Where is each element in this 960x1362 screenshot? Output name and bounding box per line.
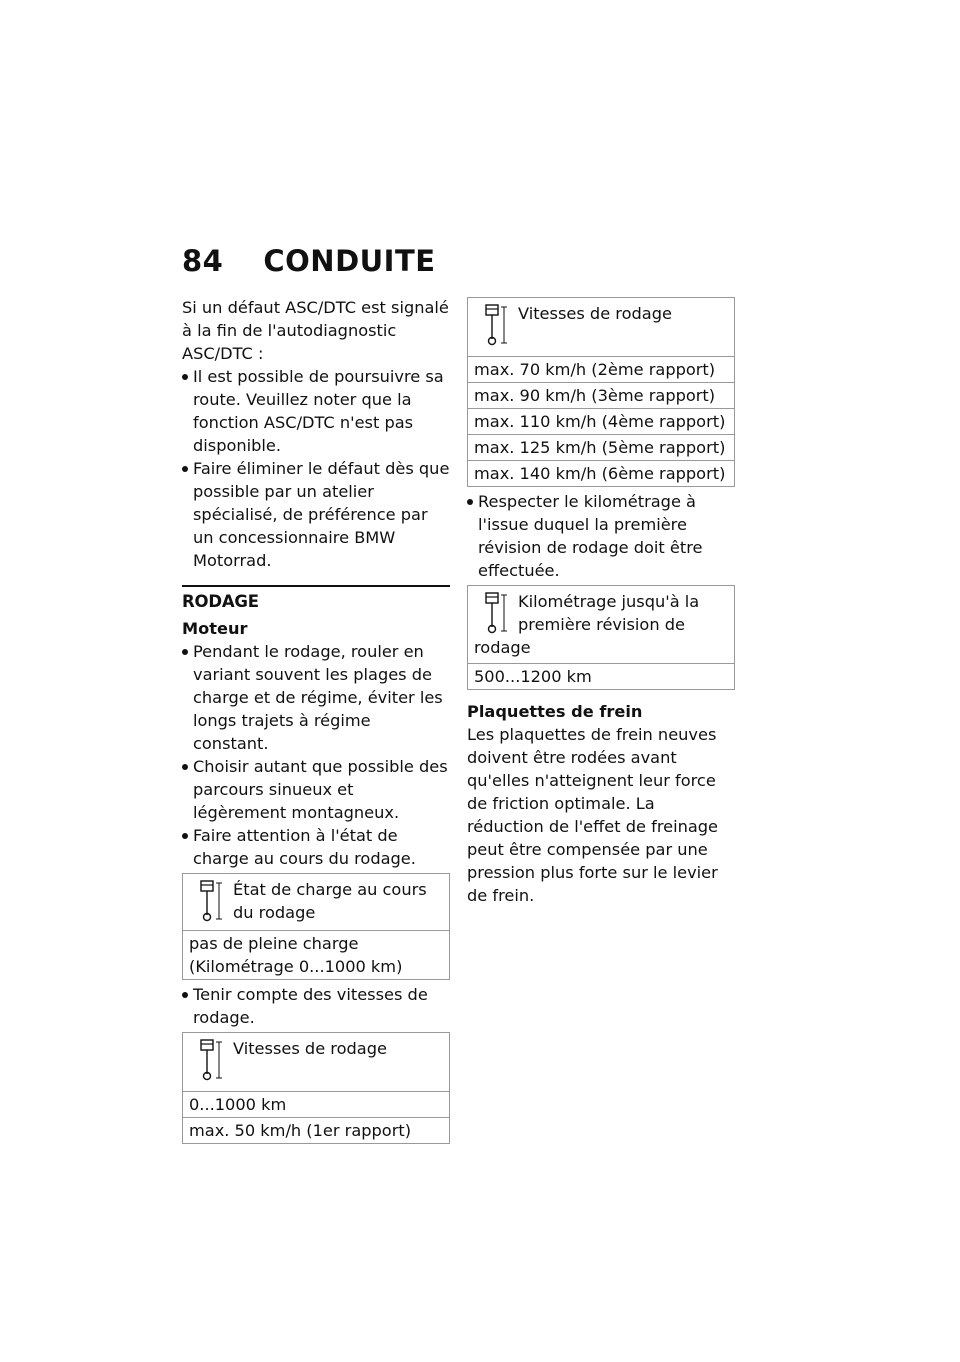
page-number: 84 bbox=[182, 244, 224, 278]
section-title: RODAGE bbox=[182, 592, 259, 611]
chapter-title: CONDUITE bbox=[263, 244, 436, 278]
list-item: Respecter le kilométrage à l'issue duquel la première révision de rodage doit être effectuée. bbox=[467, 490, 735, 582]
spec-row: 500...1200 km bbox=[468, 663, 734, 689]
spec-title: Vitesses de rodage bbox=[518, 304, 672, 323]
brakes-paragraph: Les plaquettes de frein neuves doivent être rodées avant qu'elles n'atteignent leur force de friction optimale. La réduction de l'effet de freinage peut être compensée par une pression plus forte sur le levier de frein. bbox=[467, 725, 718, 905]
list-item: Faire éliminer le défaut dès que possible par un atelier spécialisé, de préférence par un concessionnaire BMW Motorrad. bbox=[182, 457, 450, 572]
spec-head bbox=[183, 874, 449, 930]
spec-row: pas de pleine charge (Kilométrage 0...1000 km) bbox=[183, 930, 449, 979]
spec-row: max. 90 km/h (3ème rapport) bbox=[468, 382, 734, 408]
spec-head bbox=[183, 1033, 449, 1091]
engine-spec-icon bbox=[199, 1038, 223, 1082]
spec-row: max. 70 km/h (2ème rapport) bbox=[468, 356, 734, 382]
right-column bbox=[467, 294, 735, 907]
spec-row: 0...1000 km bbox=[183, 1091, 449, 1117]
spec-box-vitesses-1 bbox=[182, 1032, 450, 1144]
spec-row: max. 50 km/h (1er rapport) bbox=[183, 1117, 449, 1143]
list-item: Tenir compte des vitesses de rodage. bbox=[182, 983, 450, 1029]
section-rodage bbox=[182, 585, 450, 640]
spec-box-vitesses-2 bbox=[467, 297, 735, 487]
left-column bbox=[182, 296, 450, 1147]
engine-spec-icon bbox=[199, 879, 223, 923]
spec-title: Kilométrage jusqu'à la première révision de bbox=[518, 592, 700, 634]
spec-title: État de charge au cours du rodage bbox=[233, 880, 427, 922]
spec-title: Vitesses de rodage bbox=[233, 1039, 387, 1058]
spec-head bbox=[468, 586, 734, 663]
subsection-title-brakes: Plaquettes de frein bbox=[467, 702, 643, 721]
list-item: Faire attention à l'état de charge au cours du rodage. bbox=[182, 824, 450, 870]
spec-box-kilometrage bbox=[467, 585, 735, 690]
spec-row: max. 110 km/h (4ème rapport) bbox=[468, 408, 734, 434]
spec-row: max. 125 km/h (5ème rapport) bbox=[468, 434, 734, 460]
spec-head bbox=[468, 298, 734, 356]
engine-spec-icon bbox=[484, 591, 508, 635]
vitesses-bullet-list bbox=[182, 983, 450, 1029]
moteur-bullet-list bbox=[182, 640, 450, 870]
list-item: Il est possible de poursuivre sa route. Veuillez noter que la fonction ASC/DTC n'est pas disponible. bbox=[182, 365, 450, 457]
spec-title-continued: rodage bbox=[474, 638, 531, 657]
asc-bullet-list bbox=[182, 365, 450, 572]
spec-row: max. 140 km/h (6ème rapport) bbox=[468, 460, 734, 486]
subsection-title: Moteur bbox=[182, 619, 248, 638]
kilometrage-bullet-list bbox=[467, 490, 735, 582]
engine-spec-icon bbox=[484, 303, 508, 347]
page-header bbox=[182, 244, 436, 278]
asc-intro: Si un défaut ASC/DTC est signalé à la fin de l'autodiagnostic ASC/DTC : bbox=[182, 298, 449, 363]
list-item: Pendant le rodage, rouler en variant souvent les plages de charge et de régime, éviter les longs trajets à régime constant. bbox=[182, 640, 450, 755]
spec-box-charge bbox=[182, 873, 450, 980]
list-item: Choisir autant que possible des parcours sinueux et légèrement montagneux. bbox=[182, 755, 450, 824]
